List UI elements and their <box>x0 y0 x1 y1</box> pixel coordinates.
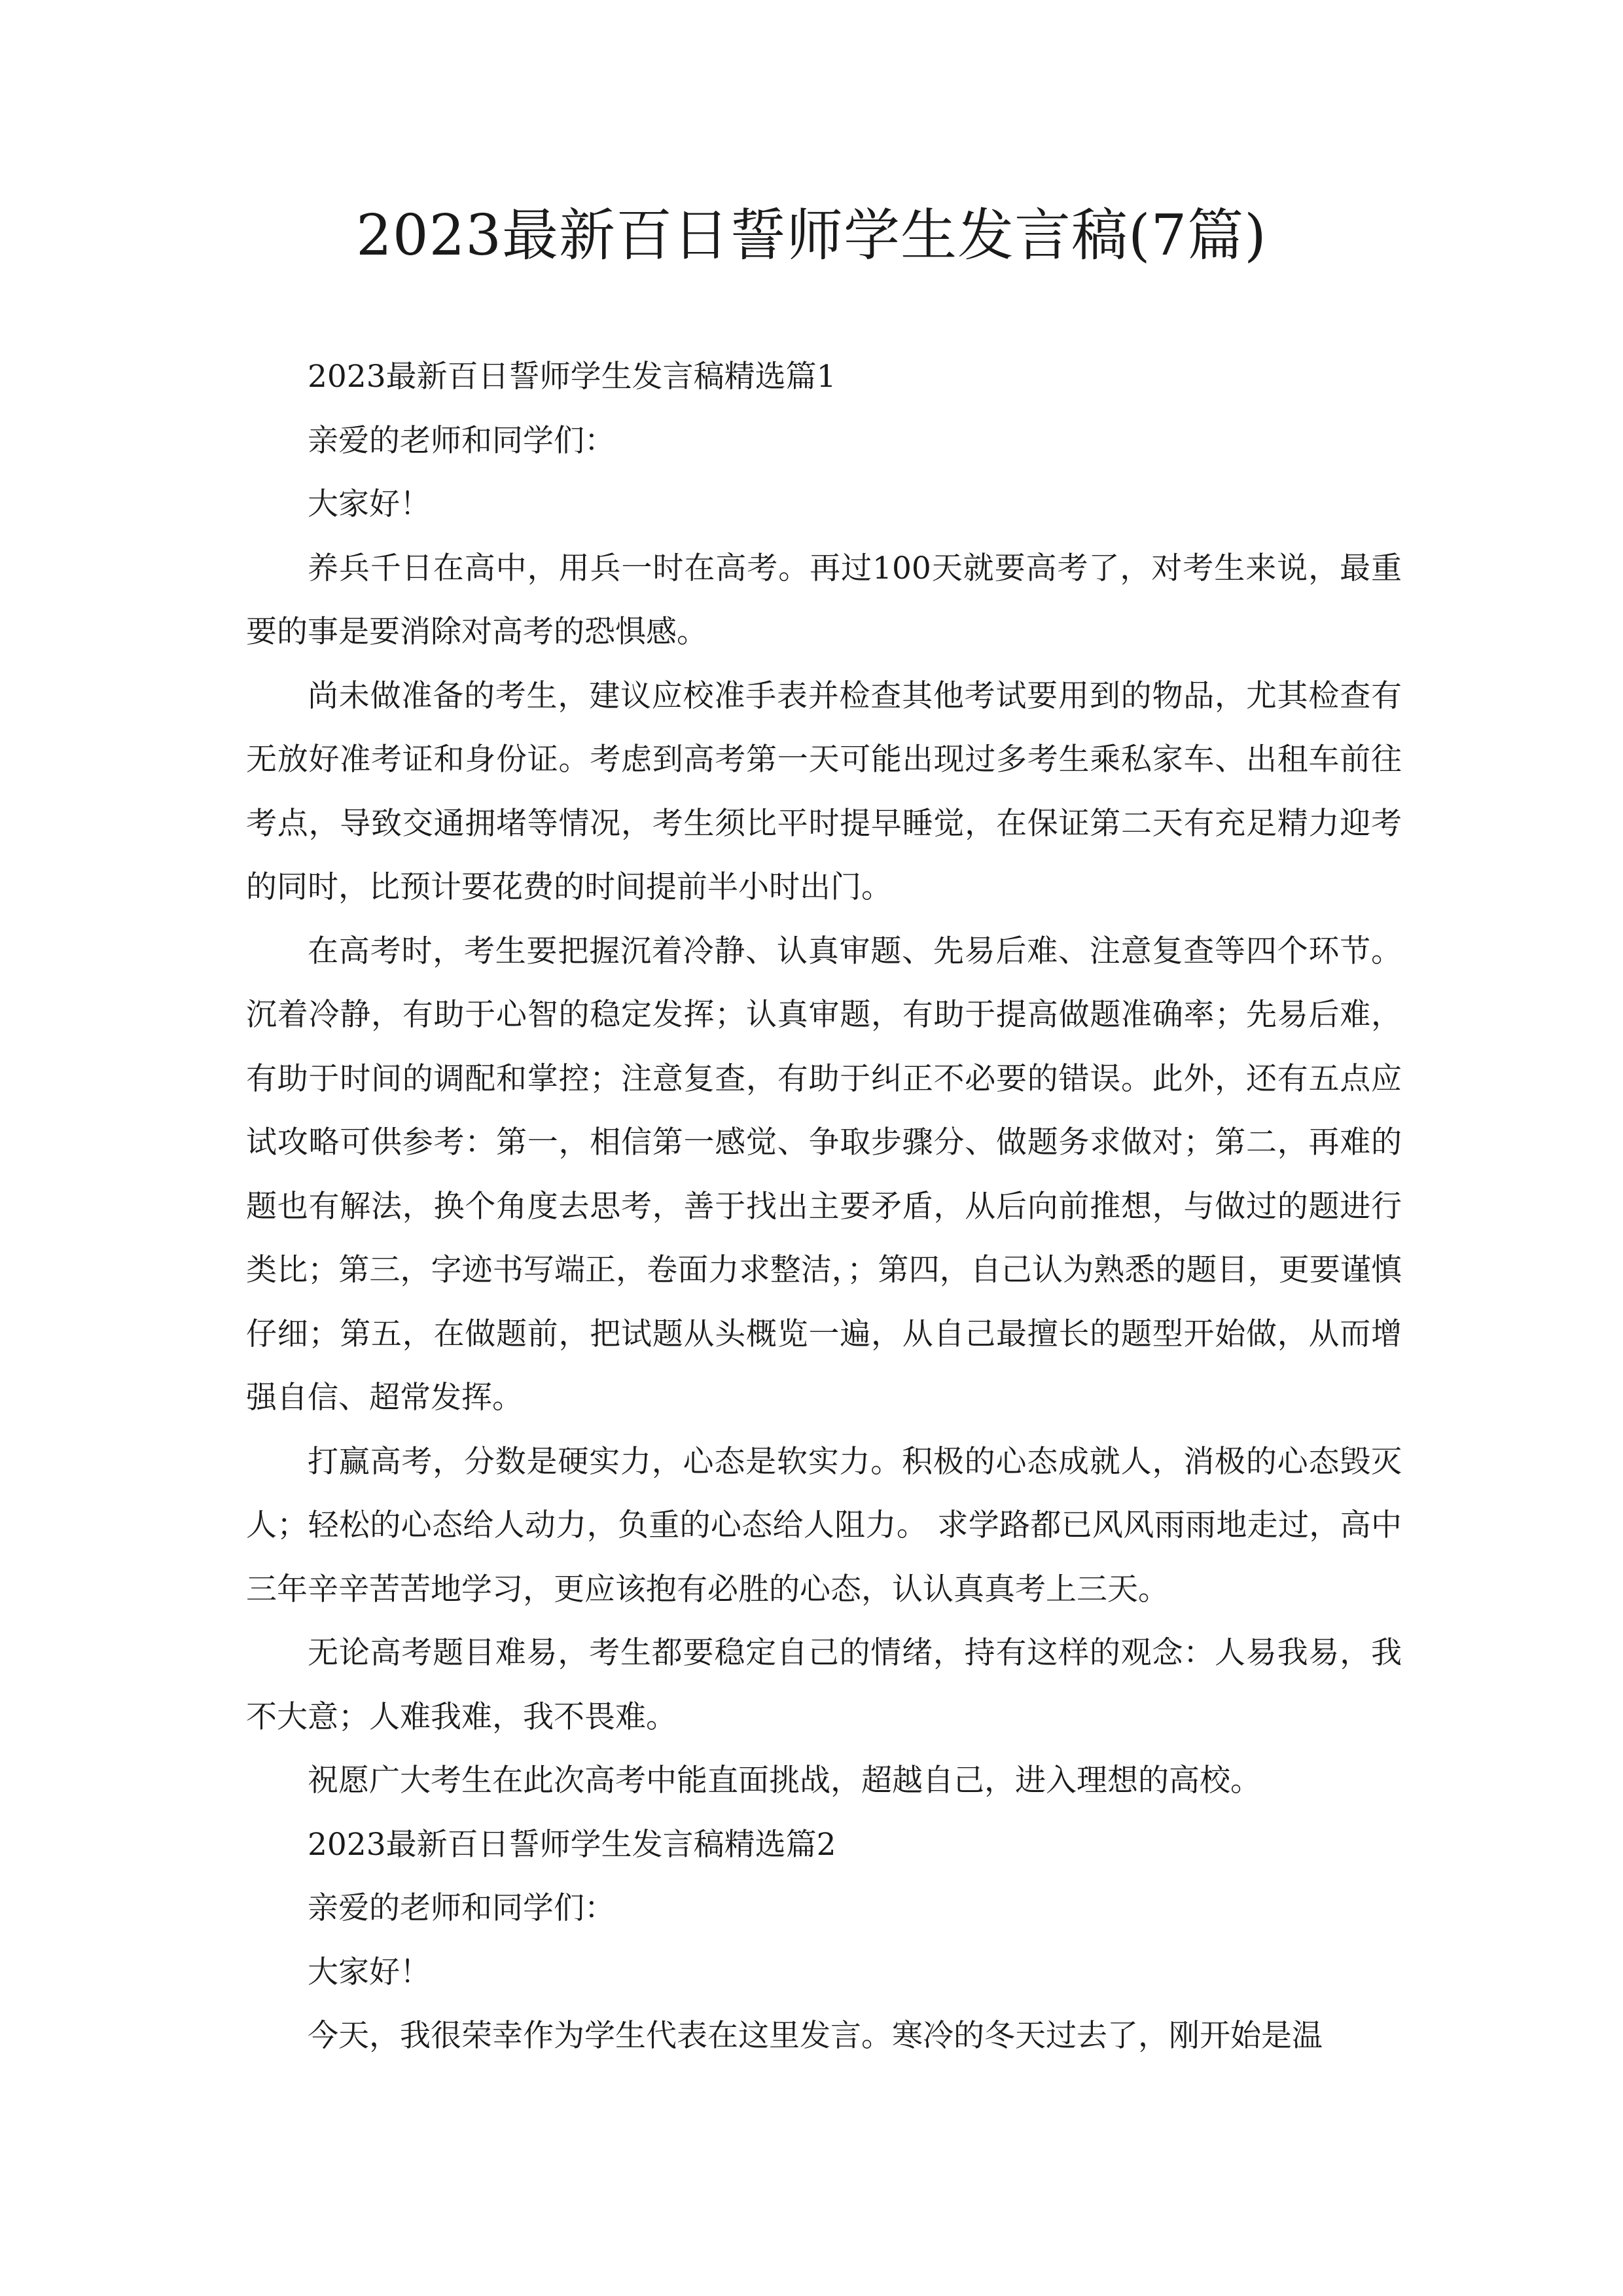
greeting: 大家好！ <box>308 486 431 522</box>
salutation: 亲爱的老师和同学们： <box>308 1890 615 1926</box>
body-paragraph: 养兵千日在高中，用兵一时在高考。再过100天就要高考了，对考生来说，最重要的事是要消除对高考的恐惧感。 <box>246 550 1402 650</box>
body-paragraph: 尚未做准备的考生，建议应校准手表并检查其他考试要用到的物品，尤其检查有无放好准考证和身份证。考虑到高考第一天可能出现过多考生乘私家车、出租车前往考点，导致交通拥堵等情况，考生须比平时提早睡觉，在保证第二天有充足精力迎考的同时，比预计要花费的时间提前半小时出门。 <box>246 677 1402 905</box>
salutation: 亲爱的老师和同学们： <box>308 422 615 459</box>
body-paragraph: 在高考时，考生要把握沉着冷静、认真审题、先易后难、注意复查等四个环节。沉着冷静，有助于心智的稳定发挥；认真审题，有助于提高做题准确率；先易后难，有助于时间的调配和掌控；注意复查，有助于纠正不必要的错误。此外，还有五点应试攻略可供参考：第一，相信第一感觉、争取步骤分、做题务求做对；第二，再难的题也有解法，换个角度去思考，善于找出主要矛盾，从后向前推想，与做过的题进行类比；第三，字迹书写端正，卷面力求整洁，；第四，自己认为熟悉的题目，更要谨慎仔细；第五，在做题前，把试题从头概览一遍，从自己最擅长的题型开始做，从而增强自信、超常发挥。 <box>246 933 1402 1416</box>
body-paragraph: 祝愿广大考生在此次高考中能直面挑战，超越自己，进入理想的高校。 <box>308 1763 1261 1799</box>
section-heading-2: 2023最新百日誓师学生发言稿精选篇2 <box>308 1826 836 1863</box>
section-heading-1: 2023最新百日誓师学生发言稿精选篇1 <box>308 359 836 395</box>
body-paragraph: 打赢高考，分数是硬实力，心态是软实力。积极的心态成就人，消极的心态毁灭人；轻松的心态给人动力，负重的心态给人阻力。 求学路都已风风雨雨地走过，高中三年辛辛苦苦地学习，更应该抱有必胜的心态，认认真真考上三天。 <box>246 1443 1402 1607</box>
document-body <box>246 345 1402 2068</box>
document-title: 2023最新百日誓师学生发言稿(7篇) <box>356 203 1267 268</box>
body-paragraph: 无论高考题目难易，考生都要稳定自己的情绪，持有这样的观念：人易我易，我不大意；人难我难，我不畏难。 <box>246 1635 1402 1735</box>
greeting: 大家好！ <box>308 1954 431 1990</box>
body-paragraph: 今天，我很荣幸作为学生代表在这里发言。寒冷的冬天过去了，刚开始是温 <box>308 2018 1323 2054</box>
